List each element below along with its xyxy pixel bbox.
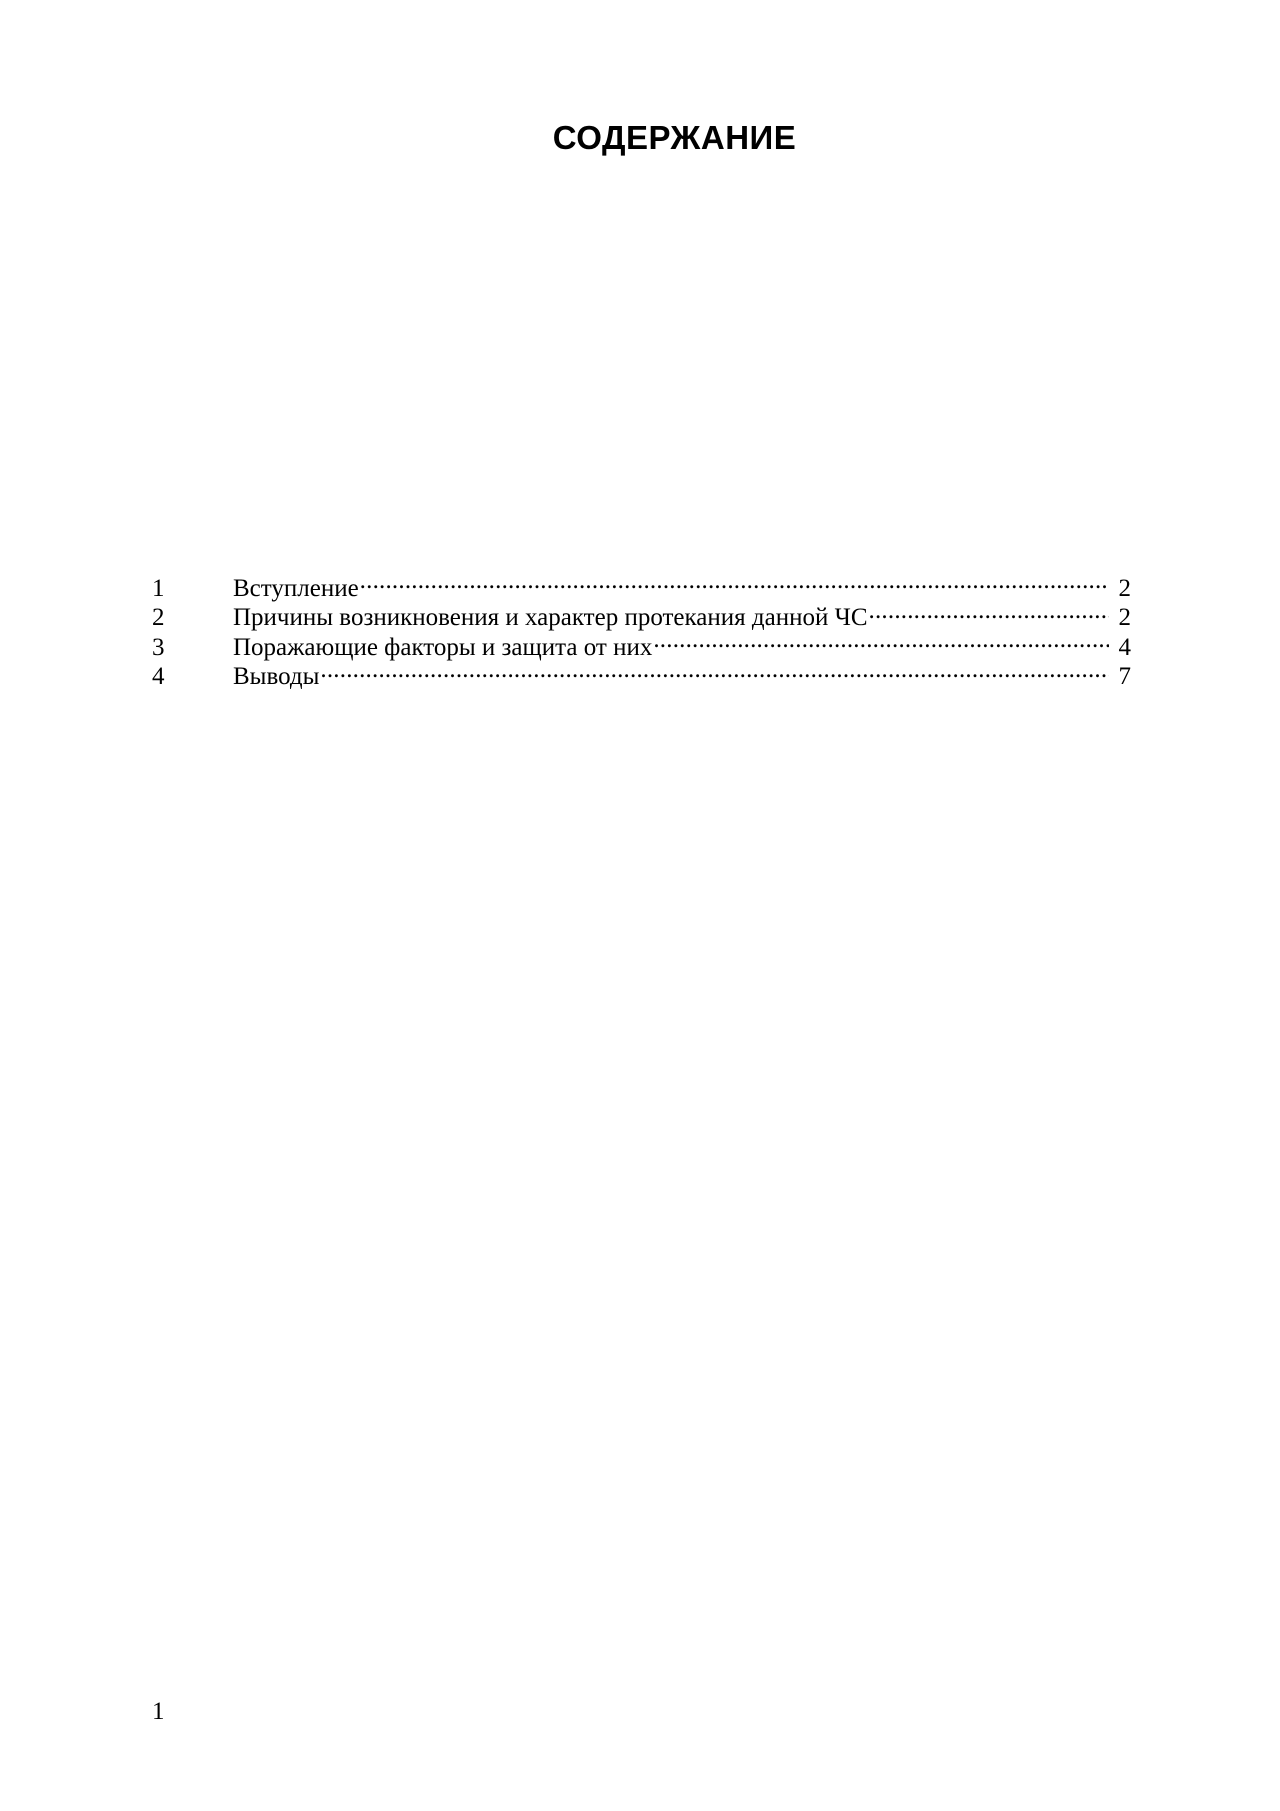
toc-entry-title: Поражающие факторы и защита от них (233, 633, 653, 661)
page-number: 1 (152, 1698, 165, 1725)
toc-dot-leader (320, 655, 1108, 685)
toc-entry-number: 1 (152, 574, 165, 602)
toc-entry-page: 2 (1118, 574, 1131, 602)
toc-dot-leader (653, 625, 1108, 655)
toc-entry-number: 2 (152, 604, 165, 631)
toc-entry[interactable] (152, 566, 1131, 602)
toc-entry-number: 4 (152, 663, 165, 690)
toc-entry-title: Причины возникновения и характер протекания данной ЧС (233, 604, 868, 631)
toc-entry-page: 7 (1118, 663, 1131, 690)
toc-entry-title: Выводы (233, 663, 320, 690)
page-title: СОДЕРЖАНИЕ (552, 119, 797, 156)
toc-entry-number: 3 (152, 633, 165, 661)
toc-dot-leader (869, 596, 1109, 626)
toc-entry-title: Вступление (233, 574, 359, 602)
toc-entry-page: 2 (1118, 604, 1131, 631)
toc-entry-page: 4 (1118, 633, 1131, 661)
table-of-contents (152, 566, 1131, 690)
toc-dot-leader (360, 566, 1109, 596)
